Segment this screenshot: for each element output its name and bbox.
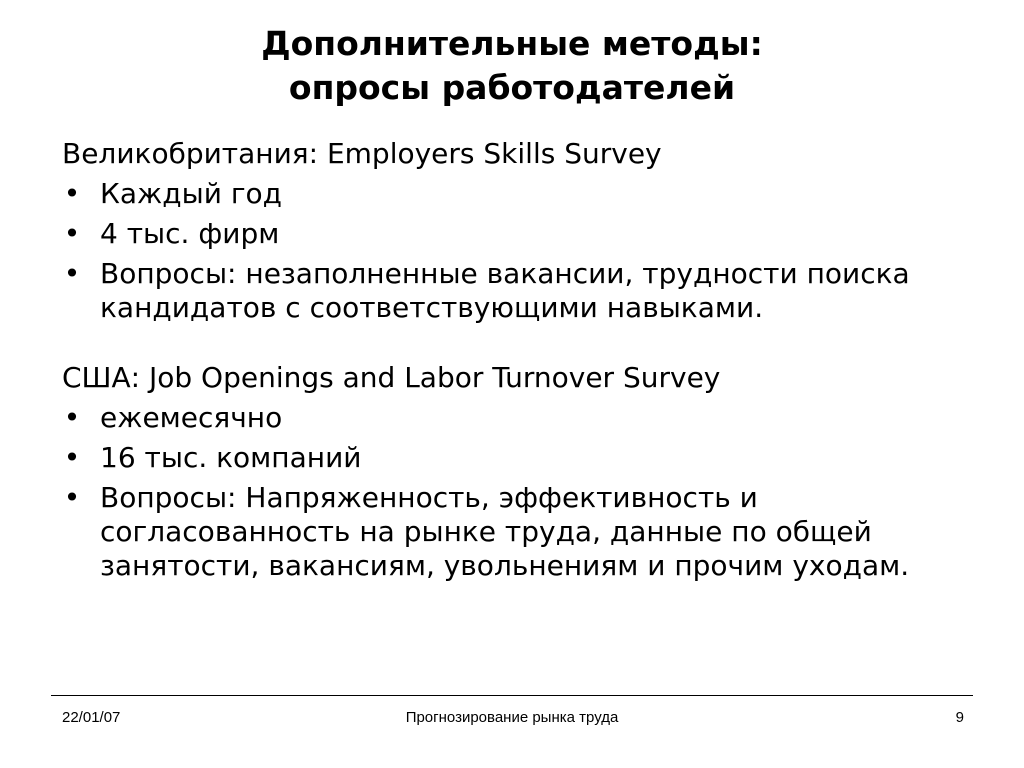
- footer-title: Прогнозирование рынка труда: [405, 709, 619, 726]
- bullet-icon: •: [63, 257, 81, 290]
- bullet-list: [62, 401, 982, 583]
- bullet-text: ежемесячно: [100, 401, 283, 434]
- bullet-item: [62, 177, 982, 211]
- footer-divider: [51, 695, 973, 696]
- bullet-item: [62, 481, 982, 583]
- section-usa: [62, 361, 982, 583]
- bullet-icon: •: [63, 177, 81, 210]
- slide-title-line-1: Дополнительные методы:: [261, 24, 763, 63]
- bullet-text: 4 тыс. фирм: [100, 217, 280, 250]
- section-heading: Великобритания: Employers Skills Survey: [62, 137, 662, 170]
- bullet-text: Вопросы: Напряженность, эффективность и согласованность на рынке труда, данные по общей занятости, вакансиям, увольнениям и прочим уходам.: [100, 481, 910, 582]
- bullet-icon: •: [63, 217, 81, 250]
- section-heading: США: Job Openings and Labor Turnover Survey: [62, 361, 721, 394]
- bullet-text: Вопросы: незаполненные вакансии, трудности поиска кандидатов с соответствующими навыками.: [100, 257, 910, 324]
- bullet-icon: •: [63, 401, 81, 434]
- bullet-item: [62, 441, 982, 475]
- bullet-item: [62, 217, 982, 251]
- bullet-text: 16 тыс. компаний: [100, 441, 362, 474]
- bullet-item: [62, 401, 982, 435]
- slide-footer: [0, 706, 1024, 730]
- slide-title: [0, 22, 1024, 110]
- footer-date: 22/01/07: [62, 709, 121, 726]
- bullet-icon: •: [63, 441, 81, 474]
- page-number: 9: [955, 709, 964, 726]
- slide-body: [62, 137, 982, 589]
- bullet-item: [62, 257, 982, 325]
- slide-title-line-2: опросы работодателей: [288, 68, 736, 107]
- bullet-icon: •: [63, 481, 81, 514]
- bullet-list: [62, 177, 982, 325]
- section-uk: [62, 137, 982, 325]
- bullet-text: Каждый год: [100, 177, 283, 210]
